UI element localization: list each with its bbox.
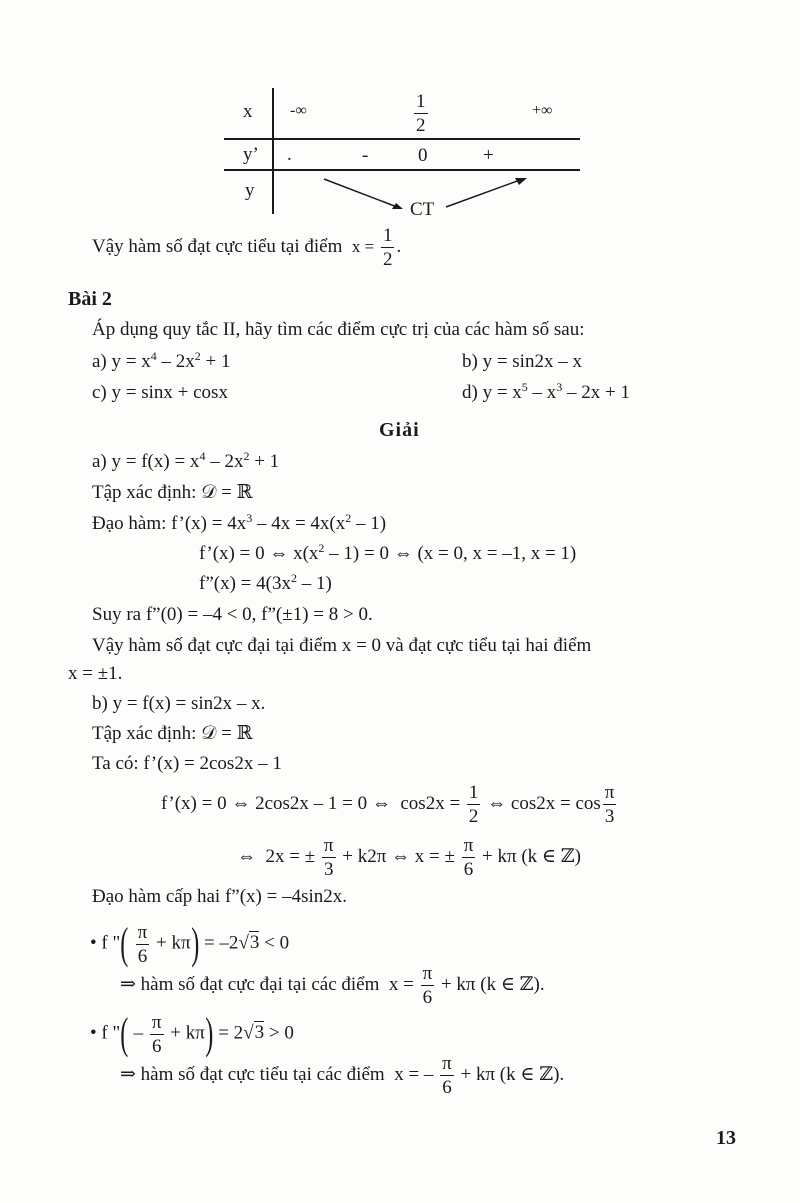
table-hline-1 bbox=[224, 138, 580, 140]
solution-a-roots: f’(x) = 0 ⇔ $x(x^2 - 1) = 0$ ⇔ (x = 0, x = –1, x = 1) bbox=[199, 541, 577, 564]
page-number: 13 bbox=[716, 1127, 736, 1149]
fraction-denominator: 2 bbox=[416, 115, 426, 136]
implies-arrow: ⇒ bbox=[120, 1063, 136, 1085]
pi-over-6-fraction: $\frac{\pi}{6}$ bbox=[151, 1011, 162, 1057]
solution-a-head: a) $y = f(x) = x^4 - 2x^2 + 1$ bbox=[92, 449, 280, 472]
item-d: d) $y = x^5 - x^3 - 2x + 1$ bbox=[462, 380, 631, 403]
solution-b-equation-1: f’(x) = 0 ⇔ 2cos2x – 1 = 0 ⇔ cos2x = $\frac{1}{2}$ ⇔ cos2x = cos $\frac{\pi}{3}$ bbox=[161, 782, 615, 827]
item-c: c) y = sinx + cosx bbox=[92, 382, 228, 403]
conclusion-maximum-points: ⇒ hàm số đạt cực đại tại các điểm x = $\frac{\pi}{6}$ + kπ (k ∈ ℤ). bbox=[120, 963, 545, 1008]
sqrt-symbol: √ bbox=[238, 932, 249, 954]
y-label: y bbox=[245, 180, 255, 201]
pi-over-6-fraction: $\frac{\pi}{6}$ bbox=[442, 1053, 452, 1098]
yprime-minus: - bbox=[362, 145, 369, 166]
bullet-maximum-test: • f "( $\frac{\pi}{6}$ + kπ) = –2√3 < 0 bbox=[90, 919, 290, 968]
yprime-dot: . bbox=[287, 144, 292, 165]
pi-over-6-fraction: $\frac{\pi}{6}$ bbox=[137, 921, 148, 967]
solution-b-head: b) y = f(x) = sin2x – x. bbox=[92, 693, 266, 714]
half-fraction: $\frac{1}{2}$ bbox=[382, 225, 393, 270]
one-half-fraction: $\frac{1}{2}$ bbox=[468, 782, 479, 827]
solution-a-conclusion-line2: x = ±1. bbox=[68, 663, 123, 684]
solution-a-domain: Tập xác định: 𝒟 = ℝ bbox=[92, 482, 253, 503]
x-half-fraction bbox=[414, 92, 428, 135]
table-hline-2 bbox=[224, 169, 580, 171]
solution-b-domain: Tập xác định: 𝒟 = ℝ bbox=[92, 723, 253, 744]
bullet-icon: • bbox=[90, 1022, 97, 1044]
exercise-prompt: Áp dụng quy tắc II, hãy tìm các điểm cực trị của các hàm số sau: bbox=[92, 319, 585, 340]
item-b: b) y = sin2x – x bbox=[462, 351, 582, 372]
plus-infinity: +∞ bbox=[532, 102, 553, 119]
bullet-icon: • bbox=[90, 932, 97, 954]
x-label: x bbox=[243, 101, 253, 122]
pi-over-6-fraction: $\frac{\pi}{6}$ bbox=[463, 835, 474, 880]
pi-over-3-fraction: $\frac{\pi}{3}$ bbox=[323, 835, 334, 880]
implies-arrow: ⇒ bbox=[120, 973, 136, 995]
yprime-plus: + bbox=[483, 145, 494, 166]
exercise-title: Bài 2 bbox=[68, 288, 112, 310]
item-a: a) $y = x^4 - 2x^2 + 1$ bbox=[92, 349, 231, 372]
pi-over-3-fraction: $\frac{\pi}{3}$ bbox=[604, 782, 615, 827]
solution-b-equation-2: ⇔ 2x = ± $\frac{\pi}{3}$ + k2π ⇔ x = ± $\frac{\pi}{6}$ + kπ (k ∈ ℤ) bbox=[237, 835, 581, 880]
solution-a-second-derivative: f”(x) = $4(3x^2 - 1)$ bbox=[199, 571, 332, 594]
yprime-zero: 0 bbox=[418, 145, 428, 166]
solution-a-derivative: Đạo hàm: f’(x) = $4x^3 - 4x = 4x(x^2 - 1)$ bbox=[92, 511, 387, 534]
solution-b-second-derivative: Đạo hàm cấp hai f”(x) = –4sin2x. bbox=[92, 886, 347, 907]
sqrt-symbol: √ bbox=[243, 1022, 254, 1044]
solution-a-conclusion-line1: Vậy hàm số đạt cực đại tại điểm x = 0 và đạt cực tiểu tại hai điểm bbox=[92, 635, 592, 656]
yprime-label: y’ bbox=[243, 144, 259, 165]
fraction-numerator: 1 bbox=[416, 91, 426, 112]
pi-over-6-fraction: $\frac{\pi}{6}$ bbox=[422, 963, 433, 1008]
solution-a-signs: Suy ra f”(0) = –4 < 0, f”(±1) = 8 > 0. bbox=[92, 604, 373, 625]
table-vertical-line bbox=[272, 88, 274, 214]
conclusion-minimum: Vậy hàm số đạt cực tiểu tại điểm x = $\frac{1}{2}$ . bbox=[92, 225, 402, 270]
bullet-minimum-test: • f "( – $\frac{\pi}{6}$ + kπ) = 2√3 > 0 bbox=[90, 1009, 294, 1058]
conclusion-minimum-points: ⇒ hàm số đạt cực tiểu tại các điểm x = – $\frac{\pi}{6}$ + kπ (k ∈ ℤ). bbox=[120, 1053, 565, 1098]
solution-b-derivative: Ta có: f’(x) = 2cos2x – 1 bbox=[92, 753, 282, 774]
minus-infinity: -∞ bbox=[290, 102, 307, 119]
ct-label: CT bbox=[410, 199, 435, 220]
solution-title: Giải bbox=[379, 419, 420, 441]
